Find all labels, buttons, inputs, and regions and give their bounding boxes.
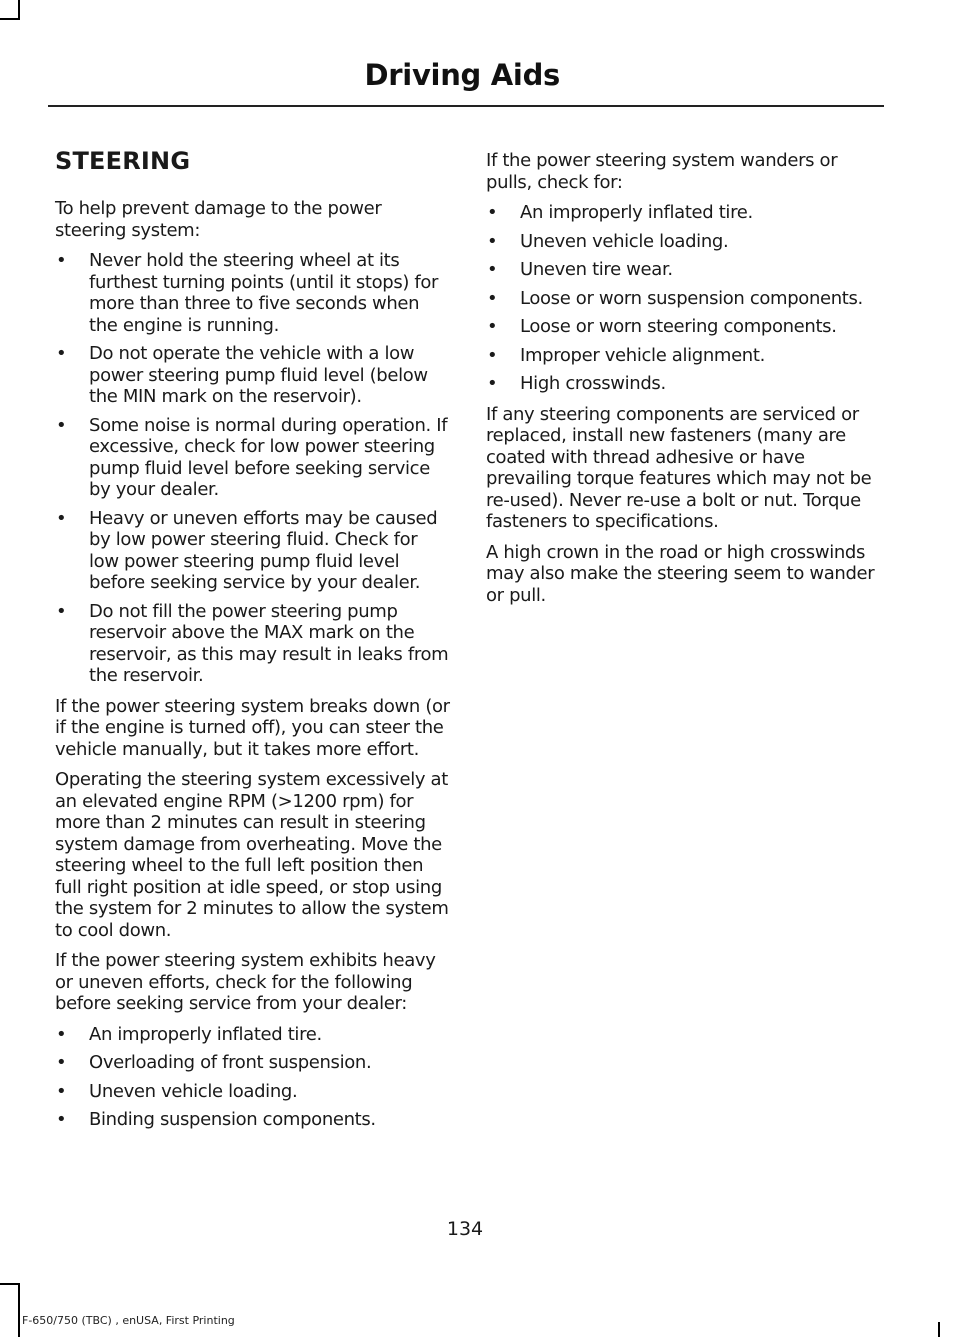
page-number: 134 bbox=[446, 1218, 484, 1240]
edition-footer: F-650/750 (TBC) , enUSA, First Printing bbox=[22, 1314, 235, 1327]
list-item: • Do not fill the power steering pump reservoir above the MAX mark on the reservoir, as this may result in leaks from the reservoir. bbox=[55, 601, 450, 687]
list-item: • Loose or worn suspension components. bbox=[486, 288, 884, 310]
list-item: • Never hold the steering wheel at its furthest turning points (until it stops) for more than three to five seconds when the engine is running. bbox=[55, 250, 450, 336]
left-column bbox=[55, 146, 450, 1140]
crop-mark-bottom-left-v bbox=[18, 1283, 20, 1337]
list-item: • Some noise is normal during operation. If excessive, check for low power steering pump fluid level before seeking service by your dealer. bbox=[55, 415, 450, 501]
list-item: • An improperly inflated tire. bbox=[55, 1024, 450, 1046]
list-item: • Uneven vehicle loading. bbox=[486, 231, 884, 253]
list-item: • Do not operate the vehicle with a low power steering pump fluid level (below the MIN mark on the reservoir). bbox=[55, 343, 450, 408]
paragraph: If the power steering system breaks down (or if the engine is turned off), you can steer the vehicle manually, but it takes more effort. bbox=[55, 695, 450, 760]
precaution-list bbox=[55, 250, 450, 687]
list-item: • Uneven tire wear. bbox=[486, 259, 884, 281]
paragraph: If any steering components are serviced or replaced, install new fasteners (many are coated with thread adhesive or have prevailing torque features which may not be re-used). Never re-use a bolt or nut. Torque fasteners to specifications. bbox=[486, 403, 872, 532]
crop-mark-top-left-v bbox=[18, 0, 20, 20]
list-item: • Overloading of front suspension. bbox=[55, 1052, 450, 1074]
list-item: • Heavy or uneven efforts may be caused by low power steering fluid. Check for low power steering pump fluid level before seeking service by your dealer. bbox=[55, 508, 450, 594]
intro-paragraph: To help prevent damage to the power steering system: bbox=[55, 198, 382, 241]
crop-mark-bottom-right-v bbox=[938, 1322, 940, 1337]
intro-paragraph: If the power steering system wanders or pulls, check for: bbox=[486, 150, 838, 193]
list-item: • An improperly inflated tire. bbox=[486, 202, 884, 224]
wander-check-list bbox=[486, 202, 884, 395]
check-list bbox=[55, 1024, 450, 1131]
section-heading: STEERING bbox=[55, 147, 191, 175]
crop-mark-bottom-left-h bbox=[0, 1283, 20, 1285]
list-item: • Binding suspension components. bbox=[55, 1109, 450, 1131]
crop-mark-top-left-h bbox=[0, 18, 20, 20]
list-item: • Uneven vehicle loading. bbox=[55, 1081, 450, 1103]
paragraph: Operating the steering system excessively at an elevated engine RPM (>1200 rpm) for more than 2 minutes can result in steering system damage from overheating. Move the steering wheel to the full left position then full right position at idle speed, or stop using the system for 2 minutes to allow the system to cool down. bbox=[55, 769, 449, 941]
list-item: • High crosswinds. bbox=[486, 373, 884, 395]
list-item: • Loose or worn steering components. bbox=[486, 316, 884, 338]
right-column bbox=[486, 150, 884, 615]
page-title: Driving Aids bbox=[364, 58, 560, 92]
paragraph: A high crown in the road or high crosswinds may also make the steering seem to wander or pull. bbox=[486, 541, 875, 606]
paragraph: If the power steering system exhibits heavy or uneven efforts, check for the following before seeking service from your dealer: bbox=[55, 950, 436, 1014]
header-divider bbox=[48, 105, 884, 107]
list-item: • Improper vehicle alignment. bbox=[486, 345, 884, 367]
